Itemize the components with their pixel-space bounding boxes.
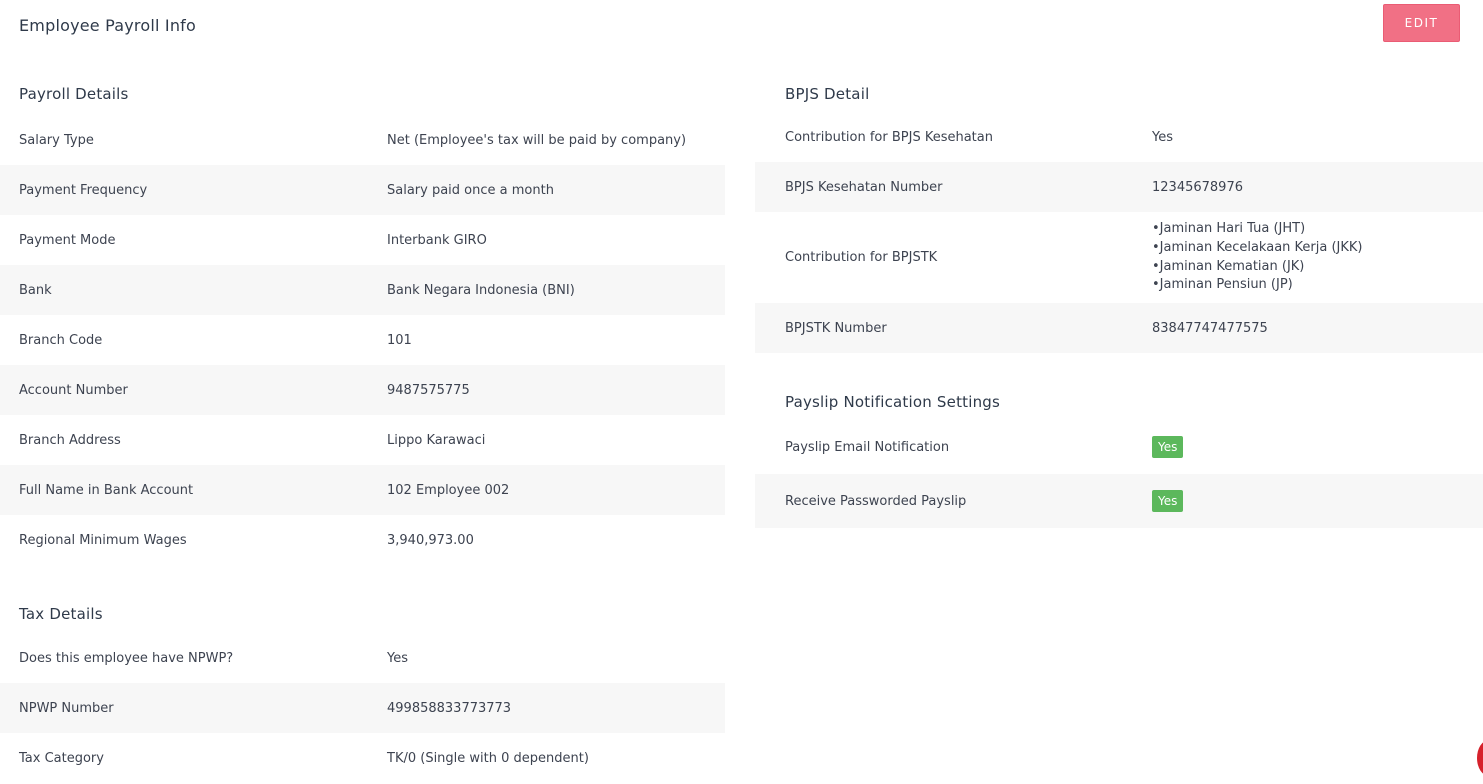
row-label: Salary Type — [19, 132, 94, 148]
list-item: • Jaminan Pensiun (JP) — [1152, 276, 1472, 295]
row-label: Payslip Email Notification — [785, 439, 950, 455]
row-value — [1152, 436, 1472, 458]
row-label: Branch Address — [19, 432, 121, 448]
bpjs-column — [755, 0, 1483, 784]
payslip-row-passworded — [755, 474, 1483, 528]
edit-button[interactable]: EDIT — [1383, 4, 1460, 42]
payroll-row-salary-type — [0, 115, 725, 165]
list-item: • Jaminan Kecelakaan Kerja (JKK) — [1152, 239, 1472, 258]
payroll-row-bank — [0, 265, 725, 315]
payslip-row-email-notification — [755, 420, 1483, 474]
row-label: Regional Minimum Wages — [19, 532, 187, 548]
row-label: Contribution for BPJSTK — [785, 250, 938, 265]
row-label: Contribution for BPJS Kesehatan — [785, 129, 993, 145]
row-label: Payment Mode — [19, 232, 116, 248]
payroll-row-payment-frequency — [0, 165, 725, 215]
row-value: Lippo Karawaci — [387, 432, 486, 448]
list-item: • Jaminan Kematian (JK) — [1152, 258, 1472, 277]
bpjs-row-kesehatan-number — [755, 162, 1483, 212]
row-label: Full Name in Bank Account — [19, 482, 194, 498]
list-item: • Jaminan Hari Tua (JHT) — [1152, 220, 1472, 239]
payroll-row-minimum-wages — [0, 515, 725, 565]
row-label: Bank — [19, 282, 52, 298]
payslip-settings-title: Payslip Notification Settings — [785, 393, 1001, 411]
row-value: Net (Employee's tax will be paid by company) — [387, 132, 687, 148]
tax-row-npwp — [0, 633, 725, 683]
page-title: Employee Payroll Info — [19, 16, 197, 35]
tax-row-category — [0, 733, 725, 783]
row-value: 102 Employee 002 — [387, 482, 510, 498]
row-value: Interbank GIRO — [387, 232, 487, 248]
tax-row-npwp-number — [0, 683, 725, 733]
status-badge: Yes — [1152, 436, 1183, 458]
payroll-row-branch-address — [0, 415, 725, 465]
row-value: 12345678976 — [1152, 179, 1243, 195]
payroll-column — [0, 0, 725, 784]
row-label: Tax Category — [19, 750, 104, 766]
row-label: Does this employee have NPWP? — [19, 650, 234, 666]
row-label: Account Number — [19, 382, 128, 398]
payroll-row-payment-mode — [0, 215, 725, 265]
row-value: 9487575775 — [387, 382, 470, 398]
row-label: BPJS Kesehatan Number — [785, 179, 943, 195]
row-value — [1152, 490, 1472, 512]
row-value: Yes — [387, 650, 408, 666]
status-badge: Yes — [1152, 490, 1183, 512]
payroll-row-account-number — [0, 365, 725, 415]
tax-details-title: Tax Details — [19, 605, 103, 623]
bpjs-row-bpjstk-number — [755, 303, 1483, 353]
bpjs-detail-title: BPJS Detail — [785, 85, 870, 103]
row-label: Branch Code — [19, 332, 103, 348]
row-label: Payment Frequency — [19, 182, 148, 198]
row-value: Bank Negara Indonesia (BNI) — [387, 282, 575, 298]
row-label: BPJSTK Number — [785, 320, 887, 336]
row-value: TK/0 (Single with 0 dependent) — [387, 750, 589, 766]
row-value: Yes — [1152, 129, 1173, 145]
row-value: 499858833773773 — [387, 700, 512, 716]
bpjstk-program-list — [1152, 220, 1472, 295]
payroll-details-title: Payroll Details — [19, 85, 129, 103]
row-value: 83847747477575 — [1152, 320, 1268, 336]
row-value: 3,940,973.00 — [387, 532, 474, 548]
bpjs-row-bpjstk-contribution — [755, 212, 1483, 303]
row-label: Receive Passworded Payslip — [785, 493, 967, 509]
bpjs-row-kesehatan-contribution — [755, 112, 1483, 162]
row-value: Salary paid once a month — [387, 182, 554, 198]
row-value: 101 — [387, 332, 412, 348]
payroll-row-branch-code — [0, 315, 725, 365]
payroll-row-full-name — [0, 465, 725, 515]
row-label: NPWP Number — [19, 700, 114, 716]
